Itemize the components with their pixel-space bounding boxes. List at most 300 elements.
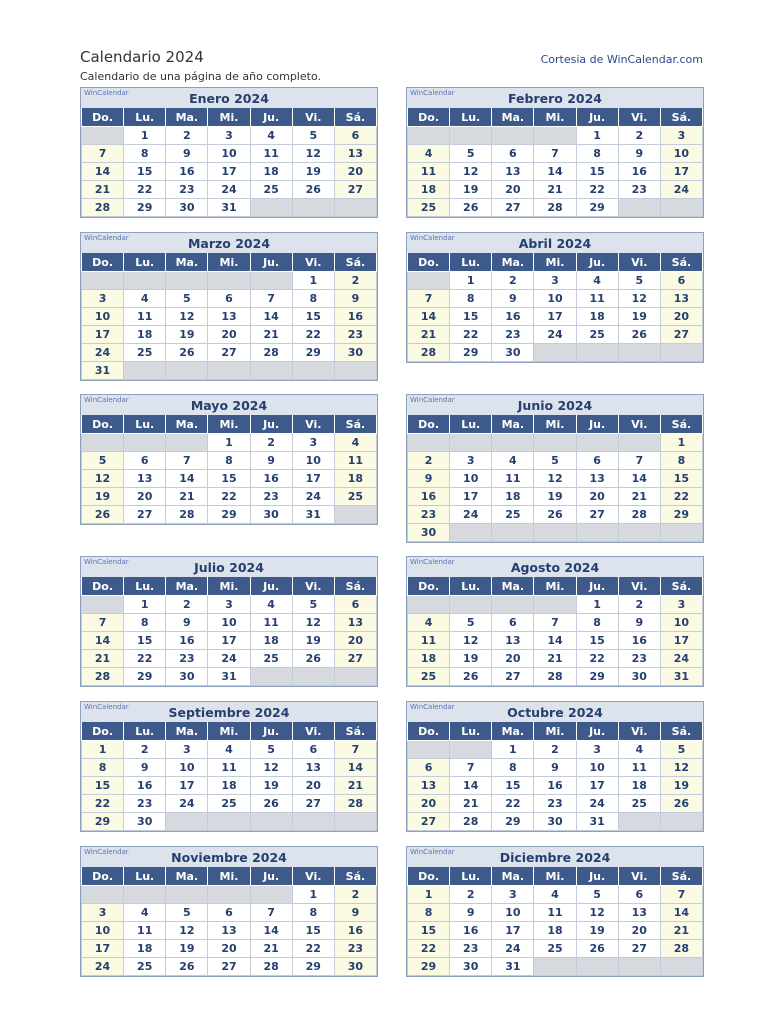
- weekday-header: Sá.: [334, 108, 376, 127]
- empty-day-cell: [492, 596, 534, 614]
- day-cell: 18: [124, 940, 166, 958]
- day-cell: 19: [576, 922, 618, 940]
- day-cell: 29: [408, 958, 450, 976]
- day-cell: 10: [208, 145, 250, 163]
- day-cell: 22: [292, 940, 334, 958]
- empty-day-cell: [334, 199, 376, 217]
- day-cell: 12: [250, 759, 292, 777]
- day-cell: 21: [82, 181, 124, 199]
- day-cell: 28: [408, 344, 450, 362]
- day-cell: 27: [334, 650, 376, 668]
- day-cell: 24: [292, 488, 334, 506]
- day-cell: 25: [576, 326, 618, 344]
- day-cell: 21: [250, 940, 292, 958]
- day-cell: 9: [534, 759, 576, 777]
- weekday-header-row: [82, 415, 377, 434]
- weekday-header: Do.: [82, 253, 124, 272]
- day-cell: 31: [576, 813, 618, 831]
- week-row: [408, 741, 703, 759]
- day-cell: 31: [492, 958, 534, 976]
- week-row: [408, 668, 703, 686]
- weekday-header: Ma.: [492, 867, 534, 886]
- weekday-header: Vi.: [292, 415, 334, 434]
- day-cell: 7: [450, 759, 492, 777]
- weekday-header: Vi.: [618, 415, 660, 434]
- weekday-header: Do.: [408, 577, 450, 596]
- day-cell: 9: [492, 290, 534, 308]
- week-row: [82, 272, 377, 290]
- month-header: [81, 847, 377, 867]
- week-row: [408, 632, 703, 650]
- weekday-header: Ma.: [166, 867, 208, 886]
- week-row: [408, 506, 703, 524]
- day-cell: 27: [492, 199, 534, 217]
- day-cell: 20: [576, 488, 618, 506]
- month-grid: [407, 722, 703, 831]
- brand-label[interactable]: WinCalendar: [84, 703, 129, 711]
- empty-day-cell: [124, 886, 166, 904]
- day-cell: 25: [250, 650, 292, 668]
- weekday-header: Mi.: [208, 415, 250, 434]
- week-row: [408, 290, 703, 308]
- day-cell: 15: [450, 308, 492, 326]
- day-cell: 9: [166, 145, 208, 163]
- weekday-header: Sá.: [334, 722, 376, 741]
- day-cell: 28: [534, 668, 576, 686]
- weekday-header: Vi.: [618, 577, 660, 596]
- empty-day-cell: [618, 524, 660, 542]
- day-cell: 8: [124, 145, 166, 163]
- brand-label[interactable]: WinCalendar: [410, 396, 455, 404]
- month-calendar: [406, 87, 704, 218]
- day-cell: 30: [534, 813, 576, 831]
- day-cell: 18: [334, 470, 376, 488]
- day-cell: 16: [492, 308, 534, 326]
- day-cell: 25: [492, 506, 534, 524]
- day-cell: 20: [208, 940, 250, 958]
- empty-day-cell: [208, 813, 250, 831]
- weekday-header-row: [82, 253, 377, 272]
- day-cell: 20: [660, 308, 702, 326]
- day-cell: 26: [450, 668, 492, 686]
- weekday-header: Ju.: [576, 722, 618, 741]
- week-row: [82, 741, 377, 759]
- week-row: [82, 452, 377, 470]
- day-cell: 14: [660, 904, 702, 922]
- weekday-header: Ju.: [250, 577, 292, 596]
- day-cell: 30: [250, 506, 292, 524]
- day-cell: 25: [124, 958, 166, 976]
- day-cell: 21: [408, 326, 450, 344]
- day-cell: 16: [334, 922, 376, 940]
- weekday-header: Ma.: [492, 108, 534, 127]
- day-cell: 10: [166, 759, 208, 777]
- weekday-header: Mi.: [534, 867, 576, 886]
- day-cell: 2: [492, 272, 534, 290]
- weekday-header-row: [408, 108, 703, 127]
- brand-label[interactable]: WinCalendar: [410, 848, 455, 856]
- empty-day-cell: [334, 362, 376, 380]
- day-cell: 24: [534, 326, 576, 344]
- day-cell: 28: [450, 813, 492, 831]
- empty-day-cell: [618, 199, 660, 217]
- weekday-header: Vi.: [292, 253, 334, 272]
- empty-day-cell: [534, 127, 576, 145]
- day-cell: 5: [660, 741, 702, 759]
- day-cell: 19: [660, 777, 702, 795]
- weekday-header: Mi.: [534, 722, 576, 741]
- day-cell: 16: [408, 488, 450, 506]
- weekday-header: Ju.: [250, 867, 292, 886]
- weekday-header-row: [82, 108, 377, 127]
- day-cell: 10: [450, 470, 492, 488]
- weekday-header: Mi.: [208, 108, 250, 127]
- day-cell: 26: [292, 650, 334, 668]
- day-cell: 23: [492, 326, 534, 344]
- day-cell: 2: [334, 886, 376, 904]
- day-cell: 13: [618, 904, 660, 922]
- empty-day-cell: [408, 596, 450, 614]
- day-cell: 26: [166, 344, 208, 362]
- day-cell: 7: [250, 290, 292, 308]
- day-cell: 28: [166, 506, 208, 524]
- day-cell: 12: [166, 308, 208, 326]
- empty-day-cell: [660, 344, 702, 362]
- week-row: [408, 940, 703, 958]
- weekday-header: Ju.: [576, 867, 618, 886]
- day-cell: 24: [166, 795, 208, 813]
- day-cell: 27: [334, 181, 376, 199]
- day-cell: 10: [660, 145, 702, 163]
- day-cell: 14: [408, 308, 450, 326]
- weekday-header: Lu.: [124, 108, 166, 127]
- day-cell: 6: [576, 452, 618, 470]
- day-cell: 23: [166, 181, 208, 199]
- weekday-header: Sá.: [334, 577, 376, 596]
- week-row: [82, 163, 377, 181]
- day-cell: 7: [166, 452, 208, 470]
- weekday-header: Ma.: [166, 108, 208, 127]
- day-cell: 28: [334, 795, 376, 813]
- day-cell: 15: [408, 922, 450, 940]
- weekday-header: Do.: [82, 722, 124, 741]
- day-cell: 13: [576, 470, 618, 488]
- week-row: [408, 596, 703, 614]
- day-cell: 6: [292, 741, 334, 759]
- month-calendar: [406, 701, 704, 832]
- empty-day-cell: [124, 362, 166, 380]
- day-cell: 1: [408, 886, 450, 904]
- week-row: [82, 488, 377, 506]
- empty-day-cell: [534, 596, 576, 614]
- month-header: [407, 847, 703, 867]
- day-cell: 18: [492, 488, 534, 506]
- brand-label[interactable]: WinCalendar: [84, 848, 129, 856]
- day-cell: 22: [492, 795, 534, 813]
- day-cell: 5: [292, 596, 334, 614]
- weekday-header: Do.: [82, 867, 124, 886]
- day-cell: 12: [576, 904, 618, 922]
- week-row: [82, 777, 377, 795]
- weekday-header: Ma.: [492, 577, 534, 596]
- day-cell: 4: [408, 614, 450, 632]
- day-cell: 1: [576, 127, 618, 145]
- day-cell: 26: [576, 940, 618, 958]
- day-cell: 26: [250, 795, 292, 813]
- month-calendar: [406, 846, 704, 977]
- empty-day-cell: [82, 596, 124, 614]
- empty-day-cell: [166, 813, 208, 831]
- day-cell: 4: [208, 741, 250, 759]
- month-header: [81, 88, 377, 108]
- week-row: [82, 290, 377, 308]
- day-cell: 2: [334, 272, 376, 290]
- day-cell: 23: [334, 940, 376, 958]
- weekday-header: Vi.: [292, 577, 334, 596]
- brand-label[interactable]: WinCalendar: [410, 234, 455, 242]
- day-cell: 2: [166, 596, 208, 614]
- day-cell: 19: [82, 488, 124, 506]
- empty-day-cell: [124, 434, 166, 452]
- empty-day-cell: [618, 813, 660, 831]
- weekday-header: Do.: [408, 867, 450, 886]
- weekday-header: Ju.: [576, 415, 618, 434]
- day-cell: 4: [124, 290, 166, 308]
- weekday-header: Lu.: [450, 867, 492, 886]
- day-cell: 1: [660, 434, 702, 452]
- day-cell: 21: [250, 326, 292, 344]
- month-header: [407, 395, 703, 415]
- day-cell: 29: [292, 344, 334, 362]
- day-cell: 10: [660, 614, 702, 632]
- day-cell: 9: [334, 904, 376, 922]
- brand-label[interactable]: WinCalendar: [84, 89, 129, 97]
- day-cell: 20: [334, 632, 376, 650]
- day-cell: 4: [408, 145, 450, 163]
- day-cell: 23: [334, 326, 376, 344]
- day-cell: 6: [334, 596, 376, 614]
- day-cell: 8: [292, 290, 334, 308]
- weekday-header: Lu.: [124, 722, 166, 741]
- day-cell: 1: [492, 741, 534, 759]
- week-row: [82, 506, 377, 524]
- day-cell: 12: [660, 759, 702, 777]
- month-title: Septiembre 2024: [168, 705, 290, 720]
- day-cell: 29: [82, 813, 124, 831]
- brand-label[interactable]: WinCalendar: [410, 703, 455, 711]
- day-cell: 31: [82, 362, 124, 380]
- week-row: [82, 668, 377, 686]
- day-cell: 2: [618, 596, 660, 614]
- day-cell: 13: [492, 632, 534, 650]
- day-cell: 15: [576, 632, 618, 650]
- weekday-header: Sá.: [660, 867, 702, 886]
- day-cell: 9: [618, 614, 660, 632]
- month-grid: [81, 577, 377, 686]
- day-cell: 1: [450, 272, 492, 290]
- courtesy-link[interactable]: Cortesia de WinCalendar.com: [540, 53, 703, 66]
- day-cell: 10: [208, 614, 250, 632]
- month-calendar: [406, 556, 704, 687]
- day-cell: 7: [334, 741, 376, 759]
- day-cell: 15: [660, 470, 702, 488]
- day-cell: 14: [618, 470, 660, 488]
- day-cell: 7: [408, 290, 450, 308]
- day-cell: 20: [618, 922, 660, 940]
- day-cell: 15: [124, 163, 166, 181]
- weekday-header: Ju.: [250, 108, 292, 127]
- day-cell: 11: [124, 922, 166, 940]
- weekday-header: Sá.: [334, 253, 376, 272]
- day-cell: 12: [292, 614, 334, 632]
- week-row: [82, 181, 377, 199]
- month-title: Agosto 2024: [510, 560, 600, 575]
- day-cell: 25: [250, 181, 292, 199]
- day-cell: 26: [166, 958, 208, 976]
- week-row: [408, 434, 703, 452]
- day-cell: 18: [208, 777, 250, 795]
- brand-label[interactable]: WinCalendar: [410, 558, 455, 566]
- day-cell: 19: [166, 940, 208, 958]
- day-cell: 21: [618, 488, 660, 506]
- day-cell: 25: [208, 795, 250, 813]
- empty-day-cell: [618, 434, 660, 452]
- day-cell: 29: [492, 813, 534, 831]
- day-cell: 5: [450, 145, 492, 163]
- weekday-header: Sá.: [660, 722, 702, 741]
- day-cell: 16: [166, 163, 208, 181]
- month-calendar: [80, 87, 378, 218]
- weekday-header: Vi.: [292, 867, 334, 886]
- day-cell: 11: [534, 904, 576, 922]
- day-cell: 24: [208, 650, 250, 668]
- month-title: Mayo 2024: [190, 398, 268, 413]
- day-cell: 15: [82, 777, 124, 795]
- day-cell: 9: [166, 614, 208, 632]
- day-cell: 24: [82, 958, 124, 976]
- day-cell: 11: [124, 308, 166, 326]
- brand-label[interactable]: WinCalendar: [84, 396, 129, 404]
- week-row: [82, 362, 377, 380]
- day-cell: 1: [208, 434, 250, 452]
- day-cell: 19: [292, 163, 334, 181]
- month-title: Junio 2024: [517, 398, 593, 413]
- day-cell: 25: [408, 199, 450, 217]
- brand-label[interactable]: WinCalendar: [410, 89, 455, 97]
- day-cell: 5: [292, 127, 334, 145]
- day-cell: 7: [660, 886, 702, 904]
- day-cell: 11: [250, 614, 292, 632]
- day-cell: 11: [208, 759, 250, 777]
- day-cell: 11: [408, 632, 450, 650]
- day-cell: 3: [534, 272, 576, 290]
- day-cell: 6: [208, 904, 250, 922]
- day-cell: 23: [618, 650, 660, 668]
- empty-day-cell: [660, 813, 702, 831]
- week-row: [408, 759, 703, 777]
- brand-label[interactable]: WinCalendar: [84, 234, 129, 242]
- weekday-header-row: [82, 577, 377, 596]
- day-cell: 17: [450, 488, 492, 506]
- day-cell: 24: [208, 181, 250, 199]
- empty-day-cell: [124, 272, 166, 290]
- day-cell: 12: [166, 922, 208, 940]
- day-cell: 17: [576, 777, 618, 795]
- day-cell: 1: [292, 272, 334, 290]
- weekday-header: Do.: [408, 108, 450, 127]
- weekday-header-row: [408, 415, 703, 434]
- page-title: Calendario 2024: [80, 48, 204, 66]
- day-cell: 30: [166, 199, 208, 217]
- month-grid: [81, 867, 377, 976]
- day-cell: 20: [334, 163, 376, 181]
- day-cell: 10: [576, 759, 618, 777]
- weekday-header: Mi.: [208, 722, 250, 741]
- week-row: [82, 326, 377, 344]
- weekday-header: Vi.: [618, 867, 660, 886]
- day-cell: 23: [618, 181, 660, 199]
- weekday-header-row: [408, 253, 703, 272]
- day-cell: 30: [124, 813, 166, 831]
- brand-label[interactable]: WinCalendar: [84, 558, 129, 566]
- weekday-header: Lu.: [124, 577, 166, 596]
- day-cell: 27: [124, 506, 166, 524]
- day-cell: 24: [660, 650, 702, 668]
- day-cell: 17: [82, 326, 124, 344]
- day-cell: 16: [166, 632, 208, 650]
- weekday-header: Mi.: [208, 867, 250, 886]
- month-header: [81, 702, 377, 722]
- day-cell: 26: [534, 506, 576, 524]
- empty-day-cell: [292, 199, 334, 217]
- day-cell: 5: [250, 741, 292, 759]
- weekday-header: Lu.: [124, 253, 166, 272]
- weekday-header: Ju.: [576, 253, 618, 272]
- week-row: [408, 488, 703, 506]
- month-title: Diciembre 2024: [499, 850, 611, 865]
- day-cell: 9: [124, 759, 166, 777]
- day-cell: 11: [618, 759, 660, 777]
- day-cell: 29: [660, 506, 702, 524]
- month-grid: [81, 722, 377, 831]
- day-cell: 12: [82, 470, 124, 488]
- day-cell: 16: [334, 308, 376, 326]
- day-cell: 8: [82, 759, 124, 777]
- day-cell: 13: [208, 308, 250, 326]
- empty-day-cell: [334, 813, 376, 831]
- weekday-header: Mi.: [208, 253, 250, 272]
- weekday-header: Mi.: [534, 108, 576, 127]
- weekday-header: Ju.: [250, 722, 292, 741]
- day-cell: 8: [576, 614, 618, 632]
- day-cell: 16: [534, 777, 576, 795]
- month-grid: [81, 253, 377, 380]
- day-cell: 22: [576, 650, 618, 668]
- week-row: [408, 795, 703, 813]
- month-calendar: [80, 556, 378, 687]
- month-calendar: [80, 846, 378, 977]
- week-row: [408, 922, 703, 940]
- day-cell: 29: [208, 506, 250, 524]
- day-cell: 16: [124, 777, 166, 795]
- week-row: [82, 470, 377, 488]
- day-cell: 27: [492, 668, 534, 686]
- empty-day-cell: [450, 127, 492, 145]
- empty-day-cell: [166, 434, 208, 452]
- weekday-header: Sá.: [334, 415, 376, 434]
- day-cell: 22: [82, 795, 124, 813]
- day-cell: 11: [408, 163, 450, 181]
